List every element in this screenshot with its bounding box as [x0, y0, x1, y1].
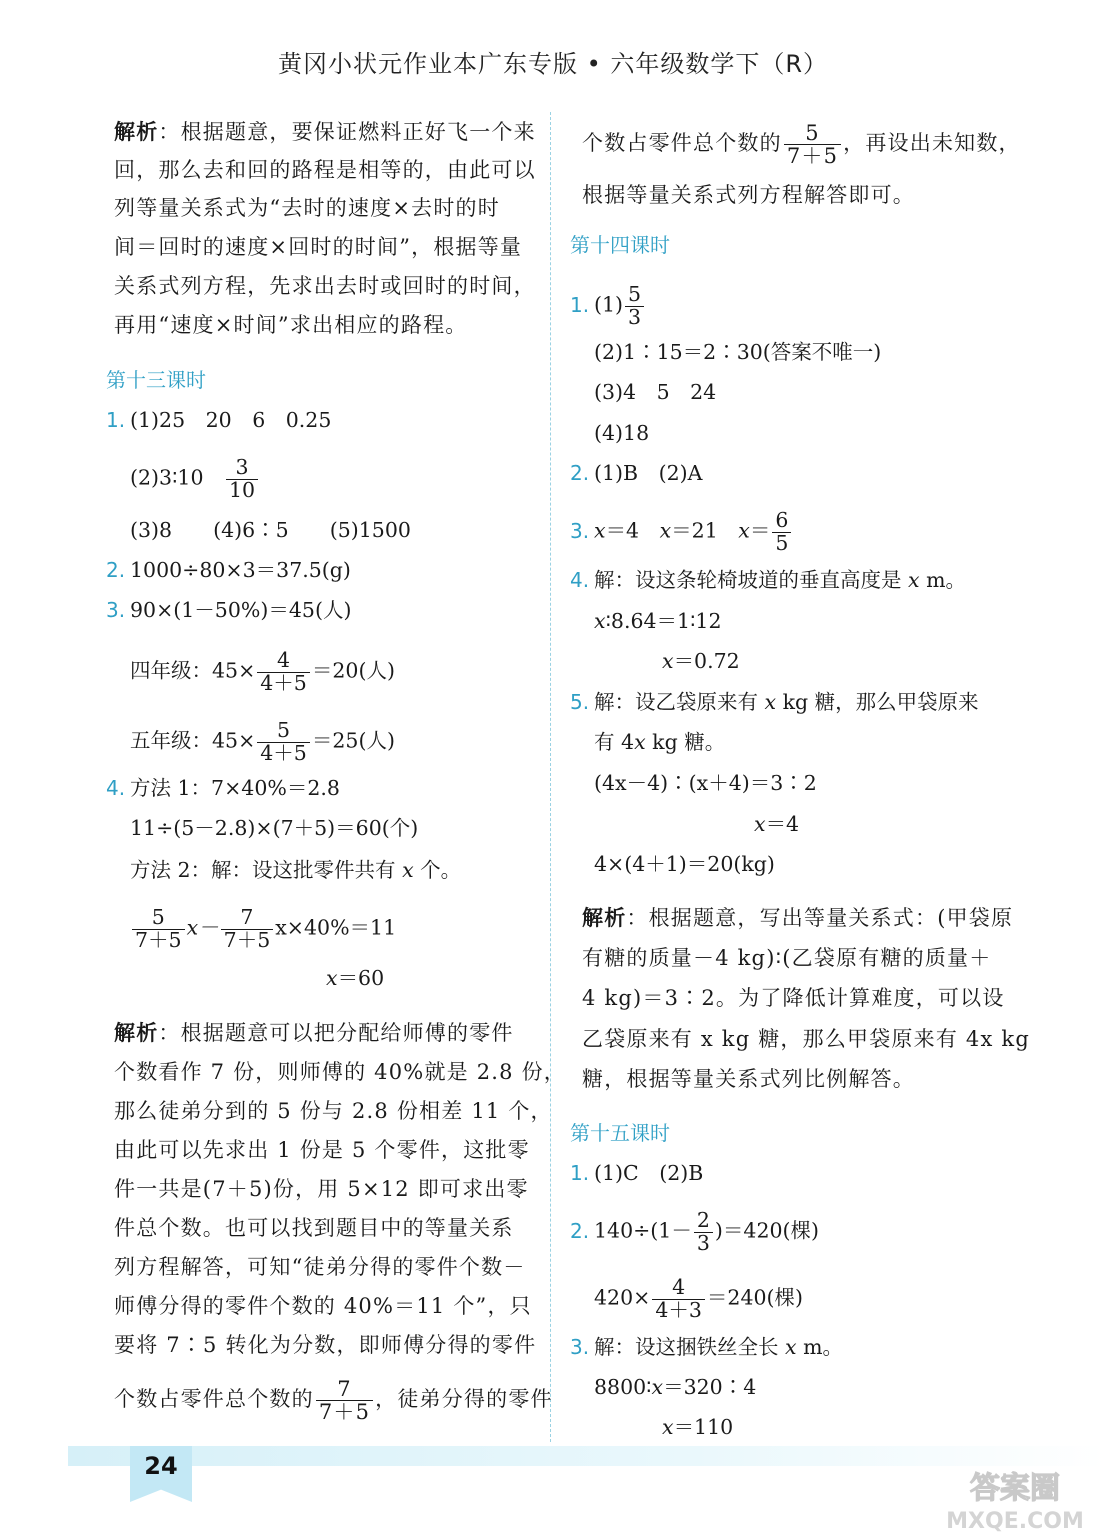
- s14-q5: 5. 解：设乙袋原来有 x kg 糖，那么甲袋原来: [570, 690, 979, 714]
- analysis-line: 件总个数。也可以找到题目中的等量关系: [114, 1216, 514, 1240]
- q3-line: 3. 90×(1－50%)＝45(人): [106, 598, 352, 622]
- q4-result: x＝60: [326, 966, 385, 990]
- s14-q1-d: (4)18: [594, 421, 650, 445]
- fraction: $\frac{5}{4+5}$: [257, 720, 310, 764]
- q1-line-b: (2)3∶10 $\frac{3}{10}$: [130, 457, 260, 501]
- s14-q4-res: x＝0.72: [662, 649, 740, 673]
- analysis-line: 回，那么去和回的路程是相等的，由此可以: [114, 158, 536, 182]
- q3-grade4: 四年级：45× $\frac{4}{4+5}$ ＝20(人): [130, 648, 395, 695]
- analysis-line: 解析：根据题意，要保证燃料正好飞一个来: [114, 120, 536, 144]
- analysis-line: 糖，根据等量关系式列比例解答。: [582, 1067, 915, 1091]
- s14-q1-a: 1. (1) $\frac{5}{3}$: [570, 284, 646, 328]
- fraction: $\frac{2}{3}$: [694, 1210, 713, 1254]
- analysis-line: 师傅分得的零件个数的 40%＝11 个”，只: [114, 1294, 532, 1318]
- analysis-continued: 个数占零件总个数的 $\frac{5}{7+5}$ ，再设出未知数，: [582, 121, 1021, 169]
- section-title-15: 第十五课时: [570, 1121, 670, 1145]
- s15-q2-l2: 420× $\frac{4}{4+3}$ ＝240(棵): [594, 1275, 804, 1322]
- analysis-line: 件一共是(7＋5)份，用 5×12 即可求出零: [114, 1177, 529, 1201]
- section-title-13: 第十三课时: [106, 368, 206, 392]
- page-number: 24: [144, 1452, 178, 1480]
- analysis-line: 那么徒弟分到的 5 份与 2.8 份相差 11 个，: [114, 1099, 553, 1123]
- analysis-line: 个数看作 7 份，则师傅的 40%就是 2.8 份，: [114, 1060, 567, 1084]
- analysis-line: 再用“速度×时间”求出相应的路程。: [114, 313, 468, 337]
- analysis-line: 解析：根据题意可以把分配给师傅的零件: [114, 1021, 514, 1045]
- s14-q4-eq: x∶8.64＝1∶12: [594, 609, 722, 633]
- s14-q5-res: x＝4: [754, 812, 800, 836]
- analysis-line: 要将 7∶5 转化为分数，即师傅分得的零件: [114, 1333, 537, 1357]
- q1-line-a: 1. (1)25 20 6 0.25: [106, 408, 332, 432]
- analysis-line: 由此可以先求出 1 份是 5 个零件，这批零: [114, 1138, 530, 1162]
- s14-q3: 3. x＝4 x＝21 x＝ $\frac{6}{5}$: [570, 510, 793, 554]
- footer-band: [68, 1446, 1106, 1466]
- watermark-url: MXQE.COM: [946, 1509, 1084, 1532]
- s15-q1: 1. (1)C (2)B: [570, 1161, 704, 1185]
- analysis-continued-2: 根据等量关系式列方程解答即可。: [582, 183, 915, 207]
- q2-line: 2. 1000÷80×3＝37.5(g): [106, 558, 351, 582]
- column-divider: [550, 112, 551, 1442]
- fraction: $\frac{5}{7+5}$: [784, 122, 841, 167]
- fraction: $\frac{5}{7+5}$: [132, 907, 185, 951]
- analysis-line: 间＝回时的速度×回时的时间”，根据等量: [114, 235, 523, 259]
- q4-method2: 方法 2：解：设这批零件共有 x 个。: [130, 858, 462, 882]
- analysis-line: 关系式列方程，先求出去时或回时的时间，: [114, 274, 536, 298]
- analysis-line: 有糖的质量－4 kg)∶(乙袋原有糖的质量＋: [582, 946, 992, 970]
- s14-q1-b: (2)1∶15＝2∶30(答案不唯一): [594, 340, 882, 364]
- fraction: $\frac{3}{10}$: [226, 457, 258, 501]
- q1-line-c: (3)8 (4)6∶5 (5)1500: [130, 518, 411, 542]
- s15-q3-eq: 8800∶x＝320∶4: [594, 1375, 757, 1399]
- s14-q5-l2: 有 4x kg 糖。: [594, 730, 726, 754]
- analysis-line: 乙袋原来有 x kg 糖，那么甲袋原来有 4x kg: [582, 1027, 1030, 1051]
- s14-q2: 2. (1)B (2)A: [570, 461, 703, 485]
- watermark-logo-text: 答案圈: [970, 1471, 1060, 1506]
- s14-q1-c: (3)4 5 24: [594, 380, 717, 404]
- s14-q5-eq: (4x－4)∶(x＋4)＝3∶2: [594, 771, 817, 795]
- fraction: $\frac{4}{4+3}$: [652, 1277, 705, 1321]
- s14-q5-check: 4×(4＋1)＝20(kg): [594, 852, 775, 876]
- s15-q2-l1: 2. 140÷(1－ $\frac{2}{3}$ )＝420(棵): [570, 1208, 820, 1255]
- fraction: $\frac{7}{7+5}$: [221, 907, 274, 951]
- q4-equation: $\frac{5}{7+5}$ x－ $\frac{7}{7+5}$ x×40%＝11: [130, 907, 396, 951]
- analysis-line: 4 kg)＝3∶2。为了降低计算难度，可以设: [582, 986, 1005, 1010]
- analysis-line: 解析：根据题意，写出等量关系式：(甲袋原: [582, 906, 1014, 930]
- analysis-line: 列方程解答，可知“徒弟分得的零件个数－: [114, 1255, 526, 1279]
- section-title-14: 第十四课时: [570, 233, 670, 257]
- analysis-line: 个数占零件总个数的 $\frac{7}{7+5}$ ，徒弟分得的零件: [114, 1377, 553, 1425]
- fraction: $\frac{7}{7+5}$: [316, 1378, 373, 1423]
- s15-q3-res: x＝110: [662, 1415, 734, 1439]
- s14-q4: 4. 解：设这条轮椅坡道的垂直高度是 x m。: [570, 568, 967, 592]
- q3-grade5: 五年级：45× $\frac{5}{4+5}$ ＝25(人): [130, 718, 395, 765]
- fraction: $\frac{4}{4+5}$: [257, 650, 310, 694]
- analysis-line: 列等量关系式为“去时的速度×去时的时: [114, 196, 500, 220]
- watermark-logo: [930, 1468, 1100, 1532]
- page-header-title: 黄冈小状元作业本广东专版 • 六年级数学下（R）: [277, 50, 829, 78]
- q4-method1-calc: 11÷(5－2.8)×(7＋5)＝60(个): [130, 816, 419, 840]
- fraction: $\frac{5}{3}$: [625, 284, 644, 328]
- s15-q3: 3. 解：设这捆铁丝全长 x m。: [570, 1335, 844, 1359]
- q4-method1: 4. 方法 1：7×40%＝2.8: [106, 776, 340, 800]
- fraction: $\frac{6}{5}$: [772, 510, 791, 554]
